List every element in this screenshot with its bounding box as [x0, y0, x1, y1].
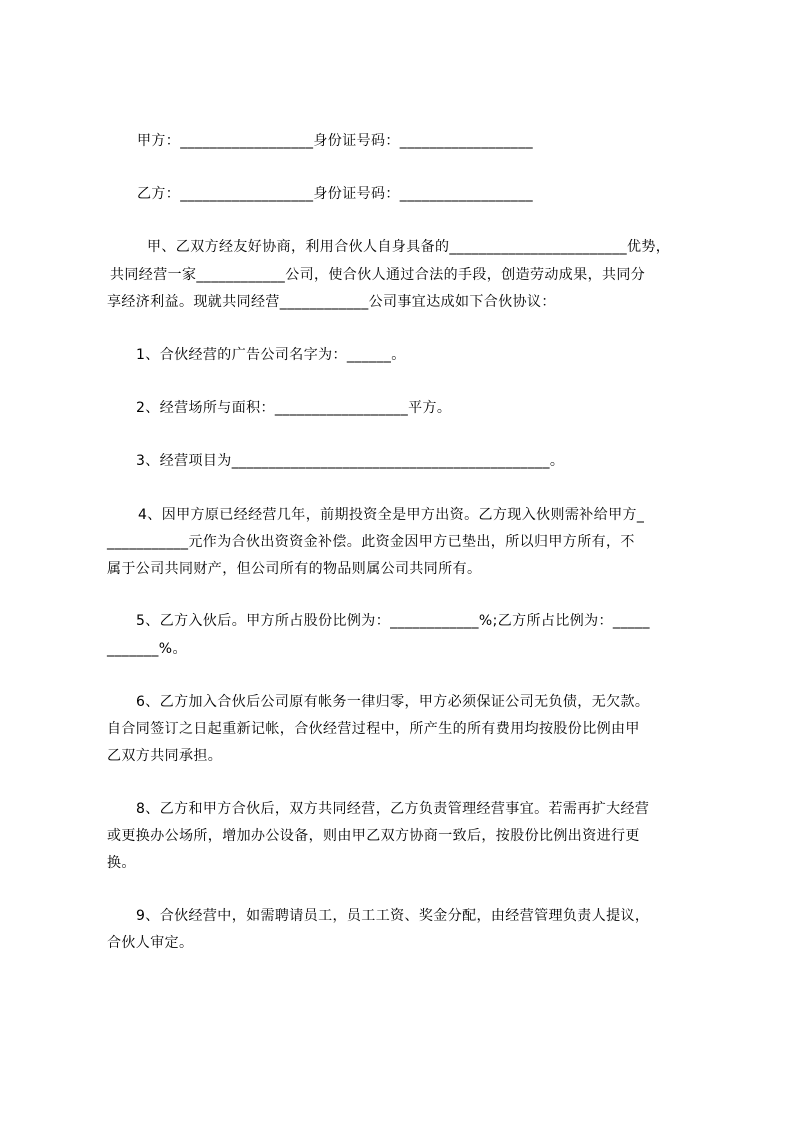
intro-line-1: 甲、乙双方经友好协商，利用合伙人自身具备的________________________优势， [147, 239, 671, 255]
clause-9-line-1: 9、合伙经营中，如需聘请员工，员工工资、奖金分配，由经营管理负责人提议， [136, 908, 650, 924]
clause-4-line-1: 4、因甲方原已经经营几年，前期投资全是甲方出资。乙方现入伙则需补给甲方_ [138, 507, 645, 523]
clause-8-line-1: 8、乙方和甲方合伙后，双方共同经营，乙方负责管理经营事宜。若需再扩大经营 [136, 801, 650, 817]
clause-4-line-2: ___________元作为合伙出资资金补偿。此资金因甲方已垫出，所以归甲方所有，不 [107, 534, 635, 550]
clause-3: 3、经营项目为___________________________________________。 [136, 453, 565, 469]
clause-1: 1、合伙经营的广告公司名字为：______。 [136, 347, 406, 363]
party-b-line: 乙方：__________________身份证号码：__________________ [137, 186, 533, 202]
clause-8-line-2: 或更换办公场所，增加办公设备，则由甲乙双方协商一致后，按股份比例出资进行更 [107, 828, 640, 844]
clause-5-line-1: 5、乙方入伙后。甲方所占股份比例为：____________%;乙方所占比例为：_____ [136, 613, 650, 629]
clause-4-line-3: 属于公司共同财产，但公司所有的物品则属公司共同所有。 [107, 561, 482, 577]
intro-line-2: 共同经营一家____________公司，使合伙人通过合法的手段，创造劳动成果，共同分 [110, 267, 646, 283]
clause-6-line-2: 自合同签订之日起重新记帐，合伙经营过程中，所产生的所有费用均按股份比例由甲 [107, 721, 640, 737]
clause-6-line-1: 6、乙方加入合伙后公司原有帐务一律归零，甲方必须保证公司无负债，无欠款。 [136, 694, 650, 710]
clause-2: 2、经营场所与面积：__________________平方。 [136, 400, 452, 416]
clause-8-line-3: 换。 [107, 855, 136, 871]
clause-5-line-2: _______%。 [107, 641, 187, 657]
party-a-line: 甲方：__________________身份证号码：__________________ [137, 133, 533, 149]
intro-line-3: 享经济利益。现就共同经营____________公司事宜达成如下合伙协议： [107, 294, 556, 310]
clause-9-line-2: 合伙人审定。 [107, 935, 194, 951]
clause-6-line-3: 乙双方共同承担。 [107, 748, 223, 764]
